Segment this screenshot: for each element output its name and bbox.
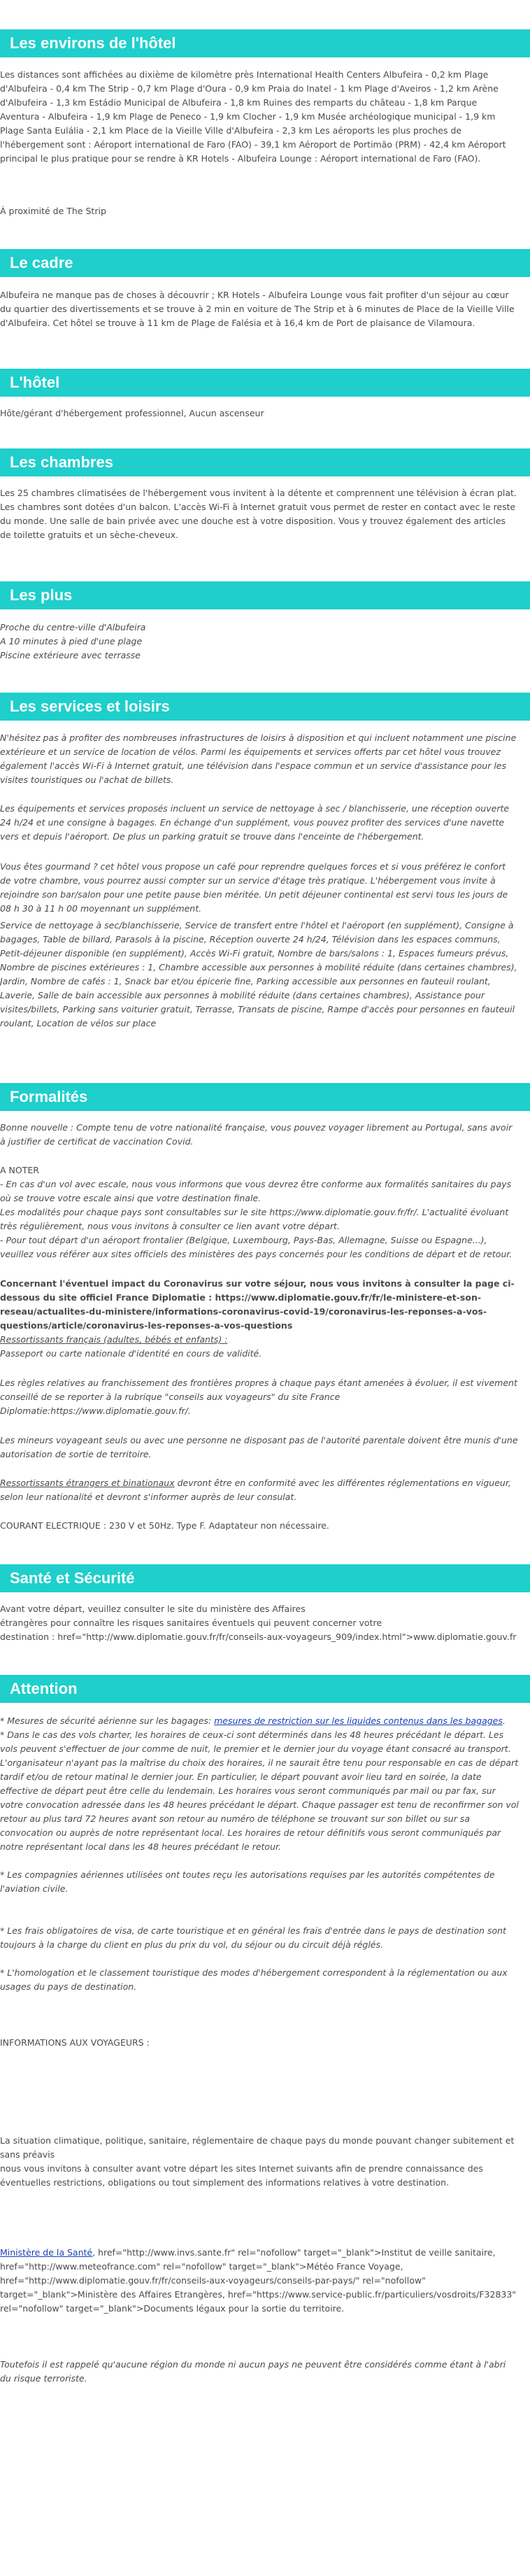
services-text-1: N'hésitez pas à profiter des nombreuses infrastructures de loisirs à disposition et qui incluent notamment une piscine extérieure et un service de location de vélos. Parmi les équipements et services offerts par cet hôtel vous trouvez également l'accès Wi-Fi à Internet gratuit, une télévision dans l'espace commun et un service d'assistance pour les visites touristiques ou l'achat de billets. <box>0 733 517 785</box>
services-text-2: Les équipements et services proposés incluent un service de nettoyage à sec / blanchisserie, une réception ouverte 24 h/24 et une consigne à bagages. En échange d'un supplément, vous pouvez profiter des services d'une navette vers et depuis l'aéroport. De plus un parking gratuit se trouve dans l'enceinte de l'hébergement. <box>0 803 510 842</box>
section-services <box>0 693 530 721</box>
sante-line: Avant votre départ, veuillez consulter le site du ministère des Affaires <box>0 1604 306 1614</box>
attention-compagnies: * Les compagnies aériennes utilisées ont toutes reçu les autorisations requises par les autorités compétentes de l'aviation civile. <box>0 1869 495 1894</box>
section-formalites <box>0 1083 530 1111</box>
section-hotel <box>0 369 530 397</box>
attention-bagages-label: * Mesures de sécurité aérienne sur les bagages: <box>0 1715 215 1726</box>
attention-bagages-end: . <box>502 1715 506 1726</box>
formalites-regles: Les règles relatives au franchissement des frontières propres à chaque pays étant amenées à évoluer, il est vivement conseillé de se reporter à la rubrique "conseils aux voyageurs" du site France Diplomatie:https://www.diplomatie.gouv.fr/. <box>0 1378 517 1416</box>
section-chambres <box>0 448 530 476</box>
section-title-formalites: Formalités <box>0 1083 530 1111</box>
plus-item: Piscine extérieure avec terrasse <box>0 650 141 660</box>
formalites-modalites: Les modalités pour chaque pays sont consultables sur le site https://www.diplomatie.gouv.fr/fr/. L'actualité évoluant très régulièrement, nous vous invitons à consulter ce lien avant votre départ. <box>0 1207 509 1231</box>
attention-visa: * Les frais obligatoires de visa, de carte touristique et en général les frais d'entrée dans le pays de destination sont toujours à la charge du client en plus du prix du vol, du séjour ou du circuit déjà réglés. <box>0 1925 506 1950</box>
formalites-mineurs: Les mineurs voyageant seuls ou avec une personne ne disposant pas de l'autorité parentale doivent être munis d'une autorisation de sortie de territoire. <box>0 1435 518 1459</box>
environs-text: Les distances sont affichées au dixième de kilomètre près International Health Centers Albufeira - 0,2 km Plage d'Albufeira - 0,4 km The Strip - 0,7 km Plage d'Oura - 0,9 km Praia do Inatel - 1 km Plage d'Aveiros - 1,2 km Arène d'Albufeira - 1,3 km Estádio Municipal de Albufeira - 1,8 km Ruines des remparts du château - 1,8 km Parque Aventura - Albufeira - 1,9 km Plage de Peneco - 1,9 km Clocher - 1,9 km Musée archéologique municipal - 1,9 km Plage Santa Eulália - 2,1 km Place de la Vieille Ville d'Albufeira - 2,3 km Les aéroports les plus proches de l'hébergement sont : Aéroport international de Faro (FAO) - 39,1 km Aéroport de Portimão (PRM) - 42,4 km Aéroport principal le plus pratique pour se rendre à KR Hotels - Albufeira Lounge : Aéroport international de Faro (FAO). <box>0 69 506 164</box>
formalites-etrangers <box>0 1476 519 1504</box>
ministere-sante-link[interactable]: Ministère de la Santé <box>0 2247 93 2258</box>
cadre-text: Albufeira ne manque pas de choses à découvrir ; KR Hotels - Albufeira Lounge vous fait profiter d'un séjour au cœur du quartier des divertissements et se trouve à 2 min en voiture de The Strip et à 6 minutes de Place de la Vieille Ville d'Albufeira. Cet hôtel se trouve à 11 km de Plage de Falésia et à 16,4 km de Port de plaisance de Vilamoura. <box>0 290 515 328</box>
attention-bagages <box>0 1714 519 1728</box>
section-title-attention: Attention <box>0 1675 530 1703</box>
attention-sites: nous vous invitons à consulter avant votre départ les sites Internet suivants afin de prendre connaissance des éventuelles restrictions, obligations ou tout simplement des informations relatives à votre destination. <box>0 2163 483 2188</box>
formalites-ressort-etr-title: Ressortissants étrangers et binationaux <box>0 1478 175 1488</box>
section-title-chambres: Les chambres <box>0 448 530 476</box>
formalites-frontalier: - Pour tout départ d'un aéroport frontalier (Belgique, Luxembourg, Pays-Bas, Allemagne, Suisse ou Espagne...), veuillez vous référer aux sites officiels des ministères des pays concernés pour les conditions de départ et de retour. <box>0 1235 513 1259</box>
formalites-courant: COURANT ELECTRIQUE : 230 V et 50Hz. Type F. Adaptateur non nécessaire. <box>0 1520 329 1531</box>
sante-line: étrangères pour connaître les risques sanitaires éventuels qui peuvent concerner votre <box>0 1618 382 1628</box>
formalites-covid: Bonne nouvelle : Compte tenu de votre nationalité française, vous pouvez voyager librement au Portugal, sans avoir à justifier de certificat de vaccination Covid. <box>0 1122 513 1147</box>
attention-situation: La situation climatique, politique, sanitaire, réglementaire de chaque pays du monde pouvant changer subitement et sans préavis <box>0 2135 515 2160</box>
section-title-plus: Les plus <box>0 581 530 609</box>
formalites-anoter: A NOTER <box>0 1165 39 1175</box>
services-text-3: Vous êtes gourmand ? cet hôtel vous propose un café pour reprendre quelques forces et si vous préférez le confort de votre chambre, vous pourrez aussi compter sur un service d'étage très pratique. L'hébergement vous invite à rejoindre son bar/salon pour une petite pause bien méritée. Un petit déjeuner continental est servi tous les jours de 08 h 30 à 11 h 00 moyennant un supplément. <box>0 861 508 914</box>
attention-homologation: * L'homologation et le classement touristique des modes d'hébergement correspondent à la réglementation ou aux usages du pays de destination. <box>0 1967 508 1992</box>
section-title-environs: Les environs de l'hôtel <box>0 29 530 57</box>
attention-links-rest: , href="http://www.invs.sante.fr" rel="nofollow" target="_blank">Institut de veille sanitaire, href="http://www.meteofrance.com" rel="nofollow" target="_blank">Météo France Voyage, href="http://www.diplomatie.gouv.fr/fr/conseils-aux-voyageurs/conseils-par-pays/" rel="nofollow" target="_blank">Ministère des Affaires Etrangères, href="https://www.service-public.fr/particuliers/vosdroits/F32833" rel="nofollow" target="_blank">Documents légaux pour la sortie du territoire. <box>0 2247 517 2314</box>
formalites-ressort-fr-title: Ressortissants français (adultes, bébés et enfants) : <box>0 1334 228 1345</box>
formalites-ressort-fr-text: Passeport ou carte nationale d'identité en cours de validité. <box>0 1348 262 1359</box>
section-cadre <box>0 249 530 277</box>
formalites-ressort-etr-text: devront être en conformité avec les différentes réglementations en vigueur, selon leur nationalité et devront s'informer auprès de leur consulat. <box>0 1478 511 1502</box>
section-plus <box>0 581 530 609</box>
plus-item: A 10 minutes à pied d'une plage <box>0 636 143 646</box>
section-title-sante: Santé et Sécurité <box>0 1564 530 1592</box>
attention-terrorisme: Toutefois il est rappelé qu'aucune région du monde ni aucun pays ne peuvent être considérés comme étant à l'abri du risque terroriste. <box>0 2359 506 2384</box>
services-text-4: Service de nettoyage à sec/blanchisserie, Service de transfert entre l'hôtel et l'aéroport (en supplément), Consigne à bagages, Table de billard, Parasols à la piscine, Réception ouverte 24 h/24, Télévision dans les espaces communs, Petit-déjeuner disponible (en supplément), Accès Wi-Fi gratuit, Nombre de bars/salons : 1, Espaces fumeurs prévus, Nombre de piscines extérieures : 1, Chambre accessible aux personnes à mobilité réduite (dans certaines chambres), Jardin, Nombre de cafés : 1, Snack bar et/ou épicerie fine, Parking accessible aux personnes en fauteuil roulant, Laverie, Salle de bain accessible aux personnes à mobilité réduite (dans certaines chambres), Assistance pour visites/billets, Parking sans voiturier gratuit, Terrasse, Transats de piscine, Rampe d'accès pour personnes en fauteuil roulant, Location de vélos sur place <box>0 920 517 1028</box>
section-sante <box>0 1564 530 1592</box>
chambres-text: Les 25 chambres climatisées de l'hébergement vous invitent à la détente et comprennent une télévision à écran plat. Les chambres sont dotées d'un balcon. L'accès Wi-Fi à Internet gratuit vous permet de rester en contact avec le reste du monde. Une salle de bain privée avec une douche est à votre disposition. Vous y trouvez également des articles de toilette gratuits et un sèche-cheveux. <box>0 488 517 540</box>
attention-links <box>0 2246 519 2316</box>
section-title-services: Les services et loisirs <box>0 693 530 721</box>
formalites-coronavirus: Concernant l'éventuel impact du Coronavirus sur votre séjour, nous vous invitons à consulter la page ci-dessous du site officiel France Diplomatie : https://www.diplomatie.gouv.fr/fr/le-ministere-et-son-reseau/actualites-du-ministere/informations-coronavirus-covid-19/coronavirus-les-reponses-a-vos-questions/article/coronavirus-les-reponses-a-vos-questions <box>0 1278 515 1331</box>
sante-line: destination : href="http://www.diplomatie.gouv.fr/fr/conseils-aux-voyageurs_909/index.html">www.diplomatie.gouv.fr <box>0 1632 517 1642</box>
section-environs <box>0 29 530 57</box>
attention-info-title: INFORMATIONS AUX VOYAGEURS : <box>0 2037 150 2048</box>
formalites-escale: - En cas d'un vol avec escale, nous vous informons que vous devrez être conforme aux formalités sanitaires du pays où se trouve votre escale ainsi que votre destination finale. <box>0 1179 512 1203</box>
liquides-restriction-link[interactable]: mesures de restriction sur les liquides contenus dans les bagages <box>214 1715 503 1726</box>
section-title-cadre: Le cadre <box>0 249 530 277</box>
section-title-hotel: L'hôtel <box>0 369 530 397</box>
plus-item: Proche du centre-ville d'Albufeira <box>0 622 146 632</box>
section-attention <box>0 1675 530 1703</box>
hotel-text: Hôte/gérant d'hébergement professionnel, Aucun ascenseur <box>0 408 264 418</box>
environs-near: À proximité de The Strip <box>0 206 106 216</box>
attention-charter: * Dans le cas des vols charter, les horaires de ceux-ci sont déterminés dans les 48 heures précédant le départ. Les vols peuvent s'effectuer de jour comme de nuit, le premier et le dernier jour du voyage étant consacré au transport. L'organisateur n'ayant pas la maîtrise du choix des horaires, il ne saurait être tenu pour responsable en cas de départ tardif et/ou de retour matinal le dernier jour. En particulier, le départ pouvant avoir lieu tard en soirée, la date effective de départ peut être celle du lendemain. Les horaires vous seront communiqués par mail ou par fax, sur votre convocation adressée dans les 48 heures précédant le départ. Chaque passager est tenu de reconfirmer son vol retour au plus tard 72 heures avant son retour au numéro de téléphone se trouvant sur son billet ou sur sa convocation ou auprès de notre représentant local. Les horaires de retour définitifs vous seront communiqués par notre représentant local dans les 48 heures précédant le retour. <box>0 1729 519 1852</box>
